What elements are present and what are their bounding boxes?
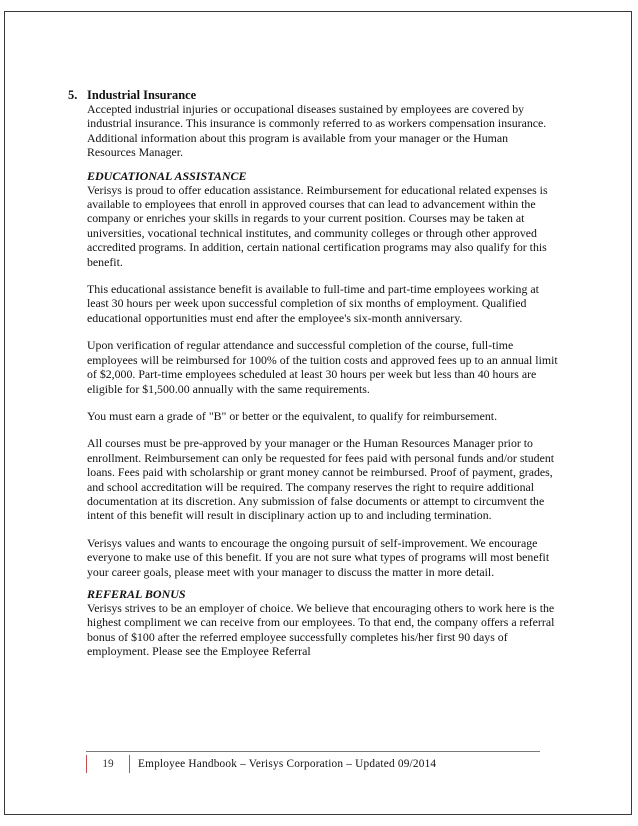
education-paragraph-5: All courses must be pre-approved by your manager or the Human Resources Manager prior to enrollment. Reimbursement can only be requested for fees paid with personal funds and/or student loans. Fees paid with scholarship or grant money cannot be reimbursed. Proof of payment, grades, and school accreditation will be required. The company reserves the right to require additional documentation at its discretion. Any submission of false documents or attempt to circumvent the intent of this benefit will result in disciplinary action up to and including termination.: [87, 436, 555, 523]
educational-assistance-heading: EDUCATIONAL ASSISTANCE: [87, 168, 247, 183]
education-paragraph-1: Verisys is proud to offer education assistance. Reimbursement for educational related expenses is available to employees that enroll in approved courses that can lead to advancement within the company or enriches your skills in regards to your current position. Courses may be taken at universities, vocational technical institutes, and community colleges or through other approved accredited programs. In addition, certain national certification programs may also qualify for this benefit.: [87, 182, 548, 269]
section-number: 5.: [68, 88, 78, 102]
section-title: Industrial Insurance: [87, 88, 197, 102]
referral-bonus-heading: REFERAL BONUS: [87, 586, 186, 601]
education-paragraph-4: You must earn a grade of "B" or better or the equivalent, to qualify for reimbursement.: [87, 408, 498, 423]
education-paragraph-3: Upon verification of regular attendance and successful completion of the course, full-time employees will be reimbursed for 100% of the tuition costs and approved fees up to an annual limit of $2,000. Part-time employees scheduled at least 30 hours per week but less than 40 hours are eligible for $1,500.00 annually with the same requirements.: [87, 338, 558, 396]
page-content: [68, 88, 558, 659]
footer-text: Employee Handbook – Verisys Corporation – Updated 09/2014: [138, 758, 437, 770]
education-paragraph-6: Verisys values and wants to encourage the ongoing pursuit of self-improvement. We encourage everyone to make use of this benefit. If you are not sure what types of programs will most benefit your career goals, please meet with your manager to discuss the matter in more detail.: [87, 535, 550, 579]
footer-rule: [86, 751, 540, 752]
page-number: 19: [86, 755, 130, 773]
industrial-insurance-text: Accepted industrial injuries or occupational diseases sustained by employees are covered by industrial insurance. This insurance is commonly referred to as workers compensation insurance. Additional information about this program is available from your manager or the Human Resources Manager.: [87, 102, 547, 160]
section-heading-industrial-insurance: [68, 88, 558, 102]
referral-bonus-text: Verisys strives to be an employer of choice. We believe that encouraging others to work here is the highest compliment we can receive from our employees. To that end, the company offers a referral bonus of $100 after the referred employee successfully completes his/her first 90 days of employment. Please see the Employee Referral: [87, 600, 555, 659]
page-footer: [86, 755, 436, 773]
education-paragraph-2: This educational assistance benefit is available to full-time and part-time employees working at least 30 hours per week upon successful completion of six months of employment. Qualified educational opportunities must end after the employee's six-month anniversary.: [87, 282, 539, 325]
